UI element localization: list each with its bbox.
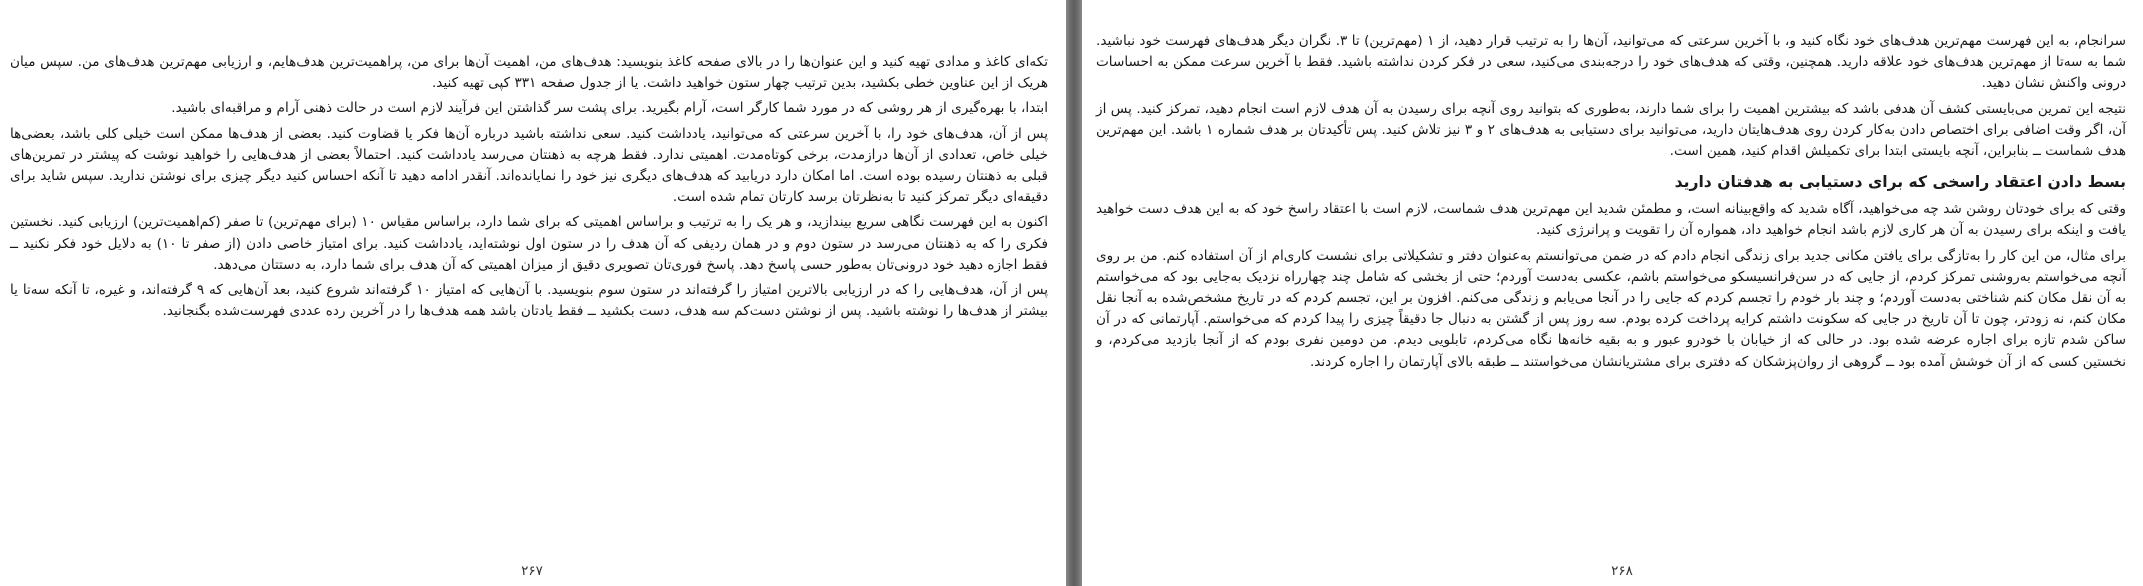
paragraph: پس از آن، هدف‌هایی را که در ارزیابی بالاترین امتیاز را گرفته‌اند در ستون سوم بنویسید. با آن‌هایی که امتیاز ۱۰ گرفته‌اند شروع کنید، بعد آن‌هایی که ۹ گرفته‌اند، و غیره، تا آنکه سه‌تا یا بیشتر از هدف‌ها را نوشته باشید. پس از نوشتن دست‌کم سه هدف، دست بکشید ــ فقط یادتان باشد همه هدف‌ها را در آخرین رده عددی فهرست‌شده بگنجانید. <box>10 282 1048 320</box>
right-page <box>1082 0 2143 586</box>
left-page <box>0 0 1066 586</box>
paragraph: وقتی که برای خودتان روشن شد چه می‌خواهید، آگاه شدید که واقع‌بینانه است، و مطمئن شدید این مهم‌ترین هدف شماست، لازم است با اعتقاد راسخ خود که به این هدف دست خواهید یافت و اینکه برای رسیدن به آن هر کاری لازم باشد انجام خواهید داد، همواره آن را تقویت و پرانرژی کنید. <box>1096 201 2126 239</box>
paragraph: برای مثال، من این کار را به‌تازگی برای یافتن مکانی جدید برای زندگی انجام دادم که در ضمن می‌توانستم به‌عنوان دفتر و تشکیلاتی برای نشست کاری‌ام از آن استفاده کنم. من بر روی آنچه می‌خواستم به‌روشنی تمرکز کردم، از جایی که در سن‌فرانسیسکو می‌خواستم باشم، عکسی به‌دست آوردم؛ حتی از بخشی که شامل چند چهارراه نزدیک به‌جایی بود که می‌خواستم به آن نقل مکان کنم شناختی به‌دست آوردم؛ و چند بار خودم را تجسم کردم که جایی را در آنجا می‌یابم و زندگی می‌کنم. افزون بر این، تجسم کردم که در تاریخ مشخص‌شده به آنجا نقل مکان کنم، نه زودتر، چون تا آن تاریخ در جایی که سکونت داشتم کرایه پرداخت کرده بودم. سه روز پس از گشتن به دنبال جا دقیقاً چیزی را پیدا کردم که می‌خواستم. آپارتمانی که در آن ساکن شدم تازه برای اجاره عرضه شده بود. در حالی که از خیابان با خودرو عبور و به بقیه خانه‌ها نگاه می‌کردم، تابلویی دیدم. من دومین نفری بودم که از آنجا بازدید می‌کردم، و نخستین کسی که از آن خوشش آمده بود ــ گروهی از روان‌پزشکان که دفتری برای مشتریانشان می‌خواستند ــ طبقه بالای آپارتمان را اجاره کردند. <box>1096 247 2126 370</box>
page-number: ۲۶۷ <box>521 563 543 579</box>
paragraph: سرانجام، به این فهرست مهم‌ترین هدف‌های خود نگاه کنید و، با آخرین سرعتی که می‌توانید، آن‌ها را به ترتیب قرار دهید، از ۱ (مهم‌ترین) تا ۳. نگران دیگر هدف‌های فهرست خود نباشید. شما به سه‌تا از مهم‌ترین هدف‌های خود علاقه دارید. همچنین، وقتی که هدف‌های خود را درجه‌بندی می‌کنید، سعی در فکر کردن نداشته باشید. فقط با آخرین سرعت ممکن به احساسات درونی واکنش نشان دهید. <box>1096 33 2126 92</box>
paragraph: ابتدا، با بهره‌گیری از هر روشی که در مورد شما کارگر است، آرام بگیرید. برای پشت سر گذاشتن این فرآیند لازم است در حالت ذهنی آرام و مراقبه‌ای باشید. <box>171 100 1048 117</box>
section-heading: بسط دادن اعتقاد راسخی که برای دستیابی به هدفتان دارید <box>1674 173 2126 192</box>
paragraph: پس از آن، هدف‌های خود را، با آخرین سرعتی که می‌توانید، یادداشت کنید. سعی نداشته باشید درباره آن‌ها فکر یا قضاوت کنید. بعضی از هدف‌ها ممکن است خیلی کلی باشد، بعضی‌ها خیلی خاص، تعدادی از آن‌ها درازمدت، برخی کوتاه‌مدت. اهمیتی ندارد. فقط هرچه به ذهنتان می‌رسد یادداشت کنید. احتمالاً بعضی از هدف‌هایی را خواهید نوشت که پیشتر در تمرین‌های قبلی به ذهنتان رسیده بوده است. اما امکان دارد دریابید که هدف‌های دیگری نیز خود را نمایانده‌اند. آنقدر ادامه دهید تا آنکه احساس کنید دیگر چیزی برای نوشتن ندارید. سپس شاید برای دقیقه‌ای دیگر تمرکز کنید تا به‌نظرتان برسد کارتان تمام شده است. <box>10 125 1048 206</box>
page-number: ۲۶۸ <box>1611 563 1633 579</box>
paragraph: اکنون به این فهرست نگاهی سریع بیندازید، و هر یک را به ترتیب و براساس اهمیتی که برای شما دارد، براساس مقیاس ۱۰ (برای مهم‌ترین) تا صفر (کم‌اهمیت‌ترین) ارزیابی کنید. نخستین فکری را که به ذهنتان می‌رسد در ستون دوم و در همان ردیفی که آن هدف را در ستون اول نوشته‌اید، یادداشت کنید. برای امتیاز خاصی دادن (از صفر تا ۱۰) به دلایل خود فکر نکنید ــ فقط اجازه دهید خود درونی‌تان به‌طور حسی پاسخ دهد. پاسخ فوری‌تان تصویری دقیق از میزان اهمیتی که آن هدف برای شما دارد، به دستتان می‌دهد. <box>10 214 1048 273</box>
left-page-text <box>10 52 1048 326</box>
right-page-text <box>1096 31 2126 377</box>
paragraph: تکه‌ای کاغذ و مدادی تهیه کنید و این عنوان‌ها را در بالای صفحه کاغذ بنویسید: هدف‌های من، اهمیت آن‌ها برای من، پراهمیت‌ترین هدف‌هایم، و ارزیابی مهم‌ترین هدف‌های من. سپس میان هریک از این عناوین خطی بکشید، بدین ترتیب چهار ستون خواهید داشت. یا از جدول صفحه ۳۳۱ کپی تهیه کنید. <box>10 54 1048 92</box>
paragraph: نتیجه این تمرین می‌بایستی کشف آن هدفی باشد که بیشترین اهمیت را برای شما دارند، به‌طوری که بتوانید روی آنچه برای رسیدن به آن هدف لازم است انجام دهید، تمرکز کنید. پس از آن، اگر وقت اضافی برای اختصاص دادن به‌کار کردن روی هدف‌هایتان دارید، می‌توانید برای دستیابی به هدف‌های ۲ و ۳ نیز تلاش کنید. پس تأکیدتان بر هدف شماره ۱ باشد. این مهم‌ترین هدف شماست ــ بنابراین، آنچه بایستی ابتدا برای تکمیلش اقدام کنید، همین است. <box>1096 100 2127 160</box>
book-gutter <box>1066 0 1082 586</box>
